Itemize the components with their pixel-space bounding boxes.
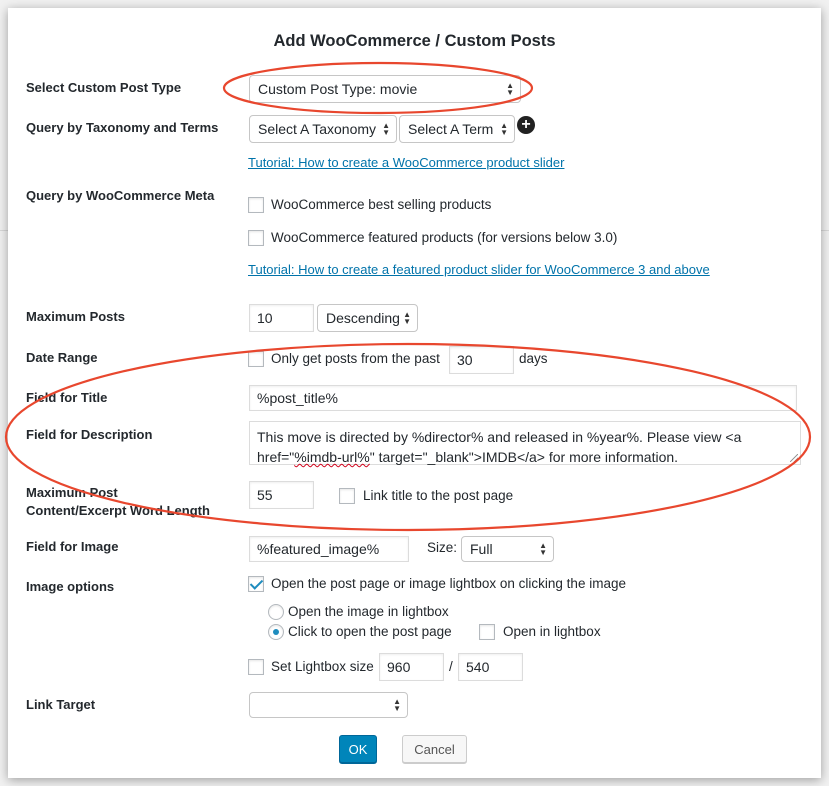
term-value: Select A Term — [408, 121, 494, 137]
select-arrows-icon: ▲ ▼ — [506, 81, 514, 97]
image-size-select[interactable] — [461, 536, 554, 562]
field-title-label: Field for Title — [26, 390, 108, 405]
lightbox-width-value: 960 — [387, 659, 411, 675]
size-separator: / — [449, 659, 453, 674]
post-type-label: Select Custom Post Type — [26, 80, 182, 95]
field-description-textarea[interactable] — [249, 421, 801, 465]
link-title-checkbox[interactable] — [339, 488, 355, 504]
field-title-input[interactable] — [249, 385, 797, 411]
date-range-input[interactable] — [449, 346, 514, 374]
select-arrows-icon: ▲ ▼ — [382, 121, 390, 137]
max-posts-value: 10 — [257, 310, 273, 326]
open-in-lightbox-checkbox[interactable] — [479, 624, 495, 640]
max-length-value: 55 — [257, 487, 273, 503]
max-posts-label: Maximum Posts — [26, 309, 125, 324]
select-arrows-icon: ▲ ▼ — [403, 310, 411, 326]
description-line-2-end: " target="_blank">IMDB</a> for more information. — [369, 449, 679, 465]
radio-open-post-label: Click to open the post page — [288, 624, 452, 639]
taxonomy-value: Select A Taxonomy — [258, 121, 377, 137]
best-selling-checkbox[interactable] — [248, 197, 264, 213]
post-type-select[interactable] — [249, 75, 521, 103]
featured-checkbox[interactable] — [248, 230, 264, 246]
product-slider-tutorial-link[interactable]: Tutorial: How to create a WooCommerce product slider — [248, 155, 565, 170]
date-range-checkbox-label: Only get posts from the past — [271, 351, 440, 366]
order-value: Descending — [326, 310, 400, 326]
link-target-label: Link Target — [26, 697, 96, 712]
featured-label: WooCommerce featured products (for versions below 3.0) — [271, 230, 618, 245]
select-arrows-icon: ▲ ▼ — [500, 121, 508, 137]
size-label: Size: — [427, 540, 458, 555]
resize-grip-icon[interactable] — [790, 454, 798, 462]
image-options-label: Image options — [26, 579, 115, 594]
best-selling-label: WooCommerce best selling products — [271, 197, 492, 212]
lightbox-size-label: Set Lightbox size — [271, 659, 374, 674]
lightbox-size-checkbox[interactable] — [248, 659, 264, 675]
term-select[interactable] — [399, 115, 515, 143]
date-range-checkbox[interactable] — [248, 351, 264, 367]
description-line-2-start: href=" — [257, 449, 295, 465]
date-range-unit: days — [519, 351, 548, 366]
image-size-value: Full — [470, 541, 493, 557]
field-image-value: %featured_image% — [257, 541, 380, 557]
link-target-select[interactable] — [249, 692, 408, 718]
lightbox-width-input[interactable] — [379, 653, 444, 681]
max-posts-input[interactable] — [249, 304, 314, 332]
field-title-value: %post_title% — [257, 390, 338, 406]
cancel-button[interactable]: Cancel — [402, 735, 467, 763]
radio-open-lightbox-label: Open the image in lightbox — [288, 604, 449, 619]
description-line-2 — [257, 447, 793, 467]
plus-circle-icon[interactable]: + — [517, 116, 535, 134]
lightbox-height-input[interactable] — [458, 653, 523, 681]
select-arrows-icon: ▲ ▼ — [393, 697, 401, 713]
max-length-input[interactable] — [249, 481, 314, 509]
date-range-value: 30 — [457, 352, 473, 368]
field-image-input[interactable] — [249, 536, 409, 562]
woo-meta-label: Query by WooCommerce Meta — [26, 188, 215, 203]
select-arrows-icon: ▲ ▼ — [539, 541, 547, 557]
dialog-title: Add WooCommerce / Custom Posts — [273, 32, 556, 50]
featured-slider-tutorial-link[interactable]: Tutorial: How to create a featured product slider for WooCommerce 3 and above — [248, 262, 710, 277]
radio-open-lightbox[interactable] — [268, 604, 284, 620]
taxonomy-select[interactable] — [249, 115, 397, 143]
taxonomy-label: Query by Taxonomy and Terms — [26, 120, 219, 135]
ok-button[interactable]: OK — [339, 735, 377, 763]
date-range-label: Date Range — [26, 350, 98, 365]
max-length-label-line1: Maximum Post — [26, 485, 118, 500]
lightbox-height-value: 540 — [466, 659, 490, 675]
radio-open-post[interactable] — [268, 624, 284, 640]
open-in-lightbox-label: Open in lightbox — [503, 624, 601, 639]
misspelled-token: %imdb-url% — [294, 449, 370, 465]
open-on-click-label: Open the post page or image lightbox on clicking the image — [271, 576, 626, 591]
max-length-label-line2: Content/Excerpt Word Length — [26, 503, 210, 518]
order-select[interactable] — [317, 304, 418, 332]
field-image-label: Field for Image — [26, 539, 119, 554]
description-line-1: This move is directed by %director% and released in %year%. Please view <a — [257, 429, 742, 445]
open-on-click-checkbox[interactable] — [248, 576, 264, 592]
field-description-label: Field for Description — [26, 427, 153, 442]
link-title-label: Link title to the post page — [363, 488, 514, 503]
shortcode-dialog — [8, 8, 821, 778]
post-type-value: Custom Post Type: movie — [258, 81, 418, 97]
